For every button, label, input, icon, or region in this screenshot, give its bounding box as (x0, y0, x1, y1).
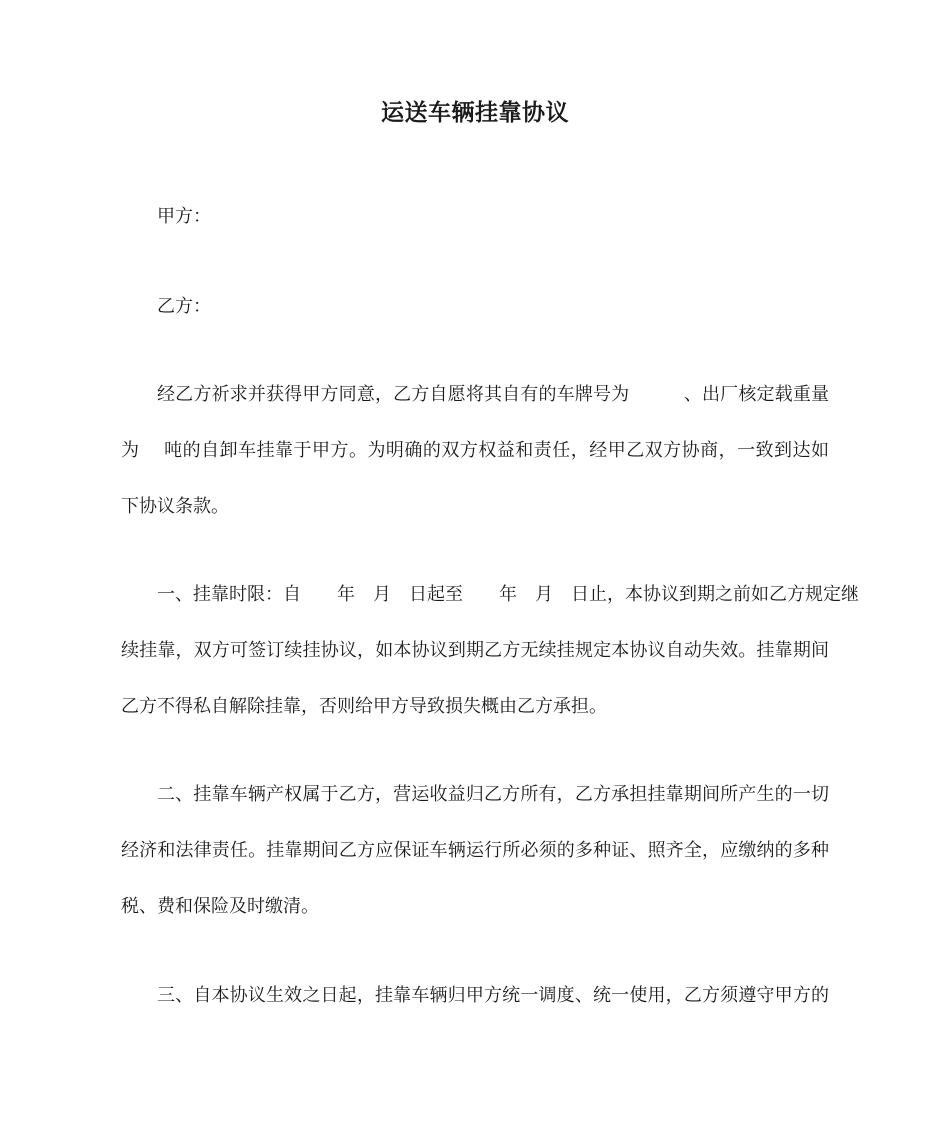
paragraph-line: 一、挂靠时限：自 年 月 日起至 年 月 日止，本协议到期之前如乙方规定继 (157, 584, 859, 605)
paragraph-line: 经济和法律责任。挂靠期间乙方应保证车辆运行所必须的多种证、照齐全，应缴纳的多种 (121, 840, 829, 861)
paragraph-line: 税、费和保险及时缴清。 (121, 896, 319, 917)
paragraph-line: 下协议条款。 (121, 496, 229, 517)
document-title: 运送车辆挂靠协议 (381, 100, 569, 126)
clause-3-paragraph (121, 968, 829, 1024)
party-a-label: 甲方： (157, 206, 211, 227)
paragraph-line: 续挂靠，双方可签订续挂协议，如本协议到期乙方无续挂规定本协议自动失效。挂靠期间 (121, 640, 829, 661)
clause-1-paragraph (121, 567, 859, 735)
paragraph-line: 为 吨的自卸车挂靠于甲方。为明确的双方权益和责任，经甲乙双方协商，一致到达如 (121, 440, 829, 461)
paragraph-line: 二、挂靠车辆产权属于乙方，营运收益归乙方所有，乙方承担挂靠期间所产生的一切 (157, 784, 829, 805)
paragraph-line: 经乙方祈求并获得甲方同意，乙方自愿将其自有的车牌号为 、出厂核定载重量 (157, 384, 829, 405)
clause-2-paragraph (121, 767, 829, 935)
party-b-label: 乙方： (157, 296, 211, 317)
paragraph-line: 乙方不得私自解除挂靠，否则给甲方导致损失概由乙方承担。 (121, 696, 607, 717)
intro-paragraph (121, 367, 829, 535)
paragraph-line: 三、自本协议生效之日起，挂靠车辆归甲方统一调度、统一使用，乙方须遵守甲方的 (157, 985, 829, 1006)
